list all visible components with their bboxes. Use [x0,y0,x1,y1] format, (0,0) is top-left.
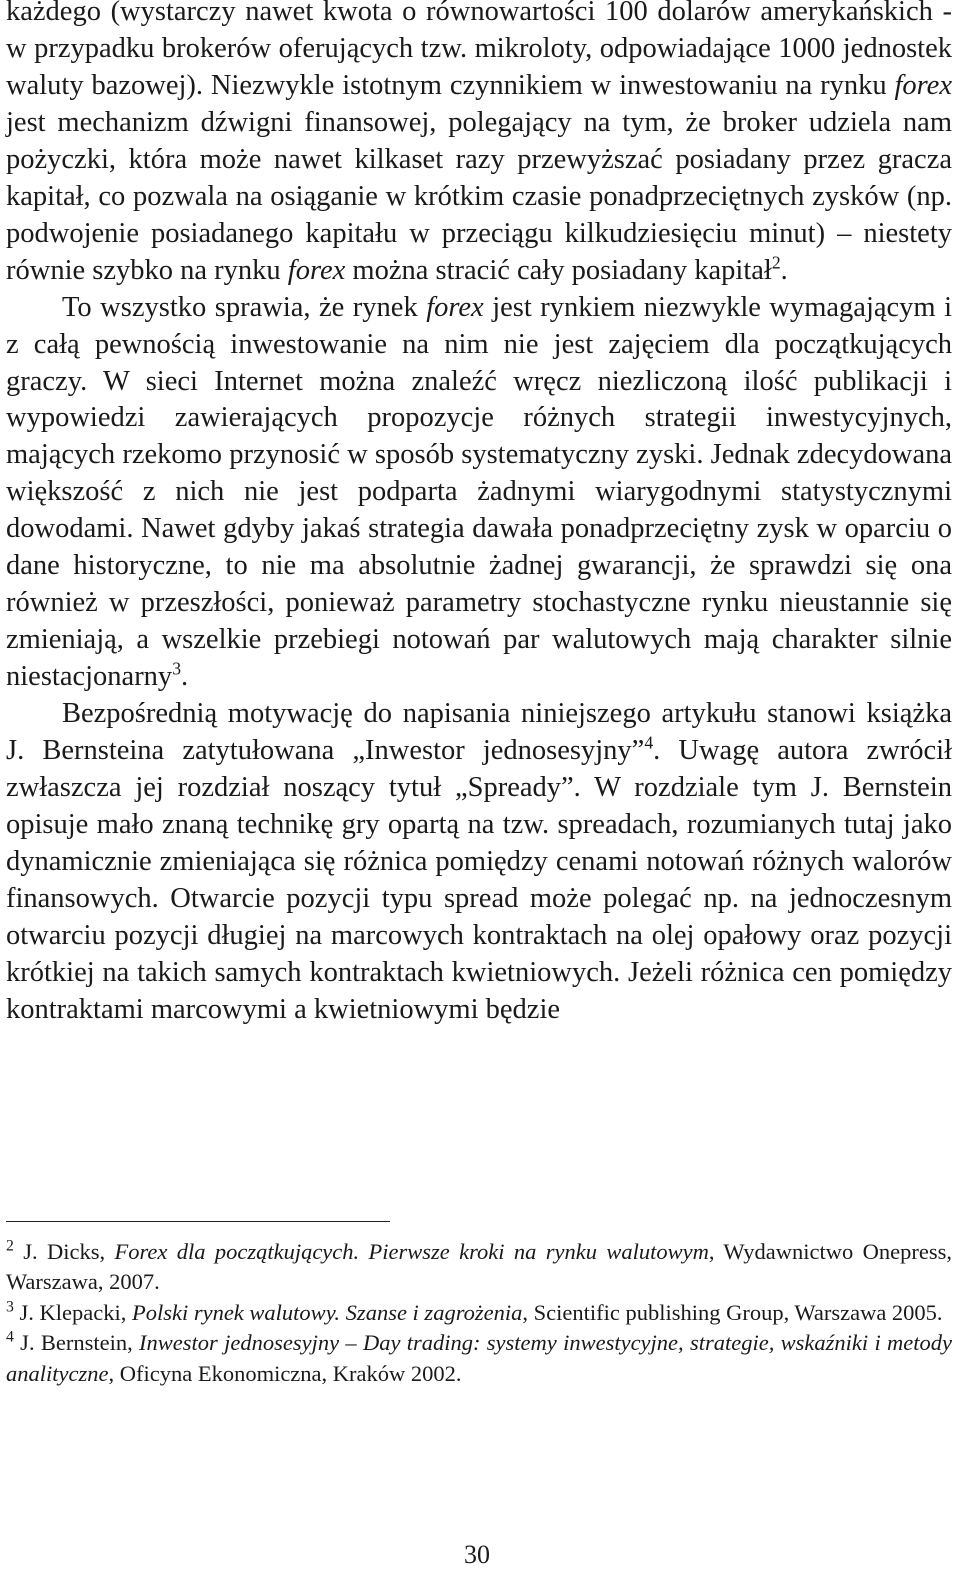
text-run: , Oficyna Ekonomiczna, Kraków 2002. [108,1360,462,1386]
italic-text: Forex dla początkujących. Pierwsze kroki na rynku walutowym [114,1239,709,1264]
paragraph [6,290,952,696]
footnote-separator [6,1221,390,1222]
body-text [6,0,952,1029]
footnote [6,1237,952,1298]
text-run: . Uwagę autora zwrócił zwłaszcza jej rozdział noszący tytuł „Spready”. W rozdziale tym J. Bernstein opisuje mało znaną technikę gry opartą na tzw. spreadach, rozumianych tutaj jako dynamicznie zmieniająca się różnica pomiędzy cenami notowań różnych walorów finansowych. Otwarcie pozycji typu spread może polegać np. na jednoczesnym otwarciu pozycji długiej na marcowych kontraktach na olej opałowy oraz pozycji krótkiej na takich samych kontraktach kwietniowych. Jeżeli różnica cen pomiędzy kontraktami marcowymi a kwietniowymi będzie [6,735,952,1025]
text-run: jest mechanizm dźwigni finansowej, polegający na tym, że broker udziela nam pożyczki, która może nawet kilkaset razy przewyższać posiadany przez gracza kapitał, co pozwala na osiąganie w krótkim czasie ponadprzeciętnych zysków (np. podwojenie posiadanego kapitału w przeciągu kilkudziesięciu minut) – niestety równie szybko na rynku [6,106,952,286]
text-run: To wszystko sprawia, że rynek [62,291,427,323]
footnote [6,1328,952,1389]
italic-text: Polski rynek walutowy. Szanse i zagrożenia [131,1299,523,1325]
text-run: , Scientific publishing Group, Warszawa 2005. [522,1299,943,1325]
footnote-number: 2 [6,1237,14,1255]
footnote-ref: 2 [771,252,781,273]
text-run: jest rynkiem niezwykle wymagającym i z całą pewnością inwestowanie na nim nie jest zajęciem dla początkujących graczy. W sieci Internet można znaleźć wręcz niezliczoną ilość publikacji i wypowiedzi zawierających propozycje różnych strategii inwestycyjnych, mających rzekomo przynosić w sposób systematyczny zyski. Jednak zdecydowana większość z nich nie jest podparta żadnymi wiarygodnymi statystycznymi dowodami. Nawet gdyby jakaś strategia dawała ponadprzeciętny zysk w oparciu o dane historyczne, to nie ma absolutnie żadnej gwarancji, że sprawdzi się ona również w przeszłości, ponieważ parametry stochastyczne rynku nieustannie się zmieniają, a wszelkie przebiegi notowań par walutowych mają charakter silnie niestacjonarny [6,291,952,693]
text-run: J. Klepacki, [13,1299,132,1325]
italic-text: forex [287,254,346,286]
page-number: 30 [464,1540,490,1569]
text-run: J. Bernstein, [13,1330,140,1356]
italic-text: forex [894,69,952,101]
italic-text: Inwestor jednosesyjny – Day trading: systemy inwestycyjne, strategie, wskaźniki i metody analityczne [6,1330,952,1386]
text-run: . [181,661,189,693]
text-run: Bezpośrednią motywację do napisania niniejszego artykułu stanowi książka J. Bernsteina zatytułowana „Inwestor jednosesyjny” [6,698,952,767]
footnote-number: 3 [6,1298,14,1316]
footnotes [6,1237,952,1389]
paragraph [6,0,952,290]
text-run: J. Dicks, [13,1239,115,1264]
footnote [6,1298,952,1328]
footnote-ref: 4 [644,732,654,753]
text-run: można stracić cały posiadany kapitał [345,254,772,286]
text-run: każdego (wystarczy nawet kwota o równowartości 100 dolarów amerykańskich - w przypadku brokerów oferujących tzw. mikroloty, odpowiadające 1000 jednostek waluty bazowej). Niezwykle istotnym czynnikiem w inwestowaniu na rynku [6,0,952,101]
text-run: , Wydawnictwo Onepress, Warszawa, 2007. [6,1239,952,1295]
footnote-number: 4 [6,1328,14,1346]
document-page [6,0,952,1386]
paragraph [6,696,952,1029]
footnote-ref: 3 [172,658,182,679]
text-run: . [780,254,788,286]
italic-text: forex [426,291,484,323]
